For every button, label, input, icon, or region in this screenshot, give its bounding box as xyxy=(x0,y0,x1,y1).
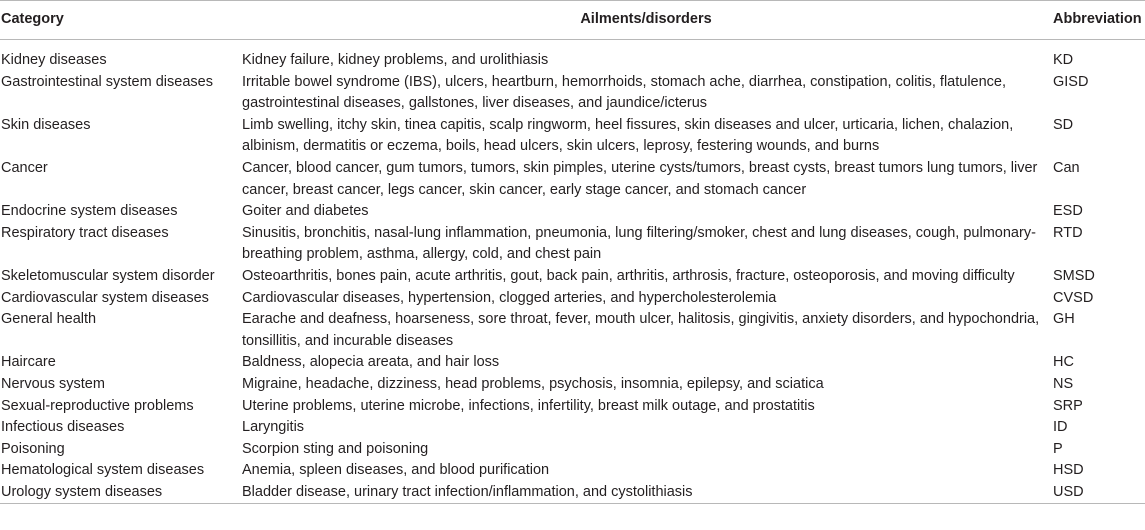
cell-category: Infectious diseases xyxy=(1,419,125,436)
cell-ailments: Uterine problems, uterine microbe, infections, infertility, breast milk outage, and prostatitis xyxy=(242,397,815,414)
header-category: Category xyxy=(1,11,64,28)
cell-ailments: Anemia, spleen diseases, and blood purification xyxy=(242,462,550,479)
cell-abbreviation: USD xyxy=(1050,482,1145,504)
table-row xyxy=(0,40,1145,72)
cell-category: Hematological system diseases xyxy=(1,462,205,479)
cell-ailments: Cardiovascular diseases, hypertension, clogged arteries, and hypercholesterolemia xyxy=(242,289,777,306)
cell-abbreviation: SD xyxy=(1053,116,1074,133)
cell-category: Haircare xyxy=(1,354,56,371)
cell-abbreviation: GISD xyxy=(1053,73,1089,90)
cell-category: Gastrointestinal system diseases xyxy=(1,73,213,90)
cell-abbreviation: SMSD xyxy=(1053,267,1095,284)
cell-category: General health xyxy=(1,311,97,328)
table-row xyxy=(0,288,1145,310)
cell-abbreviation: KD xyxy=(1053,52,1074,68)
table-row xyxy=(0,374,1145,396)
cell-abbreviation: RTD xyxy=(1053,224,1083,241)
table-header xyxy=(0,1,1145,40)
cell-ailments: Baldness, alopecia areata, and hair loss xyxy=(242,354,500,371)
cell-ailments: Migraine, headache, dizziness, head problems, psychosis, insomnia, epilepsy, and sciatica xyxy=(242,375,824,392)
cell-abbreviation: GH xyxy=(1053,311,1075,328)
table-row xyxy=(0,201,1145,223)
cell-category: Skeletomuscular system disorder xyxy=(1,267,215,284)
table-body xyxy=(0,40,1145,504)
cell-ailments: Sinusitis, bronchitis, nasal-lung inflammation, pneumonia, lung filtering/smoker, chest and lung diseases, cough, pulmonary-breathing problem, asthma, allergy, cold, and chest pain xyxy=(242,224,1036,263)
cell-abbreviation: ESD xyxy=(1053,203,1083,220)
cell-abbreviation: HC xyxy=(1053,354,1074,371)
cell-abbreviation: ID xyxy=(1053,419,1068,436)
cell-ailments: Goiter and diabetes xyxy=(242,203,369,220)
cell-category: Endocrine system diseases xyxy=(1,203,178,220)
cell-abbreviation: NS xyxy=(1053,375,1074,392)
cell-category: Skin diseases xyxy=(1,116,91,133)
cell-ailments: Osteoarthritis, bones pain, acute arthritis, gout, back pain, arthritis, arthrosis, fracture, osteoporosis, and moving difficulty xyxy=(242,267,1015,284)
table-row xyxy=(0,352,1145,374)
header-ailments: Ailments/disorders xyxy=(580,11,712,28)
table-row xyxy=(0,396,1145,418)
cell-ailments: Limb swelling, itchy skin, tinea capitis, scalp ringworm, heel fissures, skin diseases and ulcer, urticaria, lichen, chalazion, albinism, dermatitis or eczema, boils, head ulcers, skin ulcers, leprosy, festering wounds, and burns xyxy=(242,116,1014,155)
cell-category: Urology system diseases xyxy=(0,482,242,504)
cell-category: Poisoning xyxy=(1,440,65,457)
table-row xyxy=(0,309,1145,352)
table-row xyxy=(0,158,1145,201)
table-row xyxy=(0,266,1145,288)
table-row xyxy=(0,482,1145,504)
cell-ailments: Earache and deafness, hoarseness, sore throat, fever, mouth ulcer, halitosis, gingivitis, anxiety disorders, and hypochondria, tonsillitis, and incurable diseases xyxy=(242,311,1040,349)
cell-abbreviation: HSD xyxy=(1053,462,1084,479)
table-row xyxy=(0,115,1145,158)
cell-ailments: Cancer, blood cancer, gum tumors, tumors, skin pimples, uterine cysts/tumors, breast cysts, breast tumors lung tumors, liver cancer, breast cancer, legs cancer, skin cancer, early stage cancer, and stomach cancer xyxy=(242,159,1038,198)
cell-category: Kidney diseases xyxy=(1,52,107,68)
cell-category: Cancer xyxy=(1,159,48,176)
cell-ailments: Scorpion sting and poisoning xyxy=(242,440,429,457)
cell-ailments: Irritable bowel syndrome (IBS), ulcers, heartburn, hemorrhoids, stomach ache, diarrhea, constipation, colitis, flatulence, gastrointestinal diseases, gallstones, liver diseases, and jaundice/icterus xyxy=(242,73,1007,112)
cell-category: Respiratory tract diseases xyxy=(1,224,169,241)
cell-category: Cardiovascular system diseases xyxy=(1,289,209,306)
cell-ailments: Laryngitis xyxy=(242,419,305,436)
cell-abbreviation: Can xyxy=(1053,159,1080,176)
header-row xyxy=(0,1,1145,40)
cell-abbreviation: SRP xyxy=(1053,397,1083,414)
table-row xyxy=(0,223,1145,266)
cell-ailments: Kidney failure, kidney problems, and urolithiasis xyxy=(242,52,549,68)
cell-abbreviation: P xyxy=(1053,440,1063,457)
table-row xyxy=(0,439,1145,461)
table-row xyxy=(0,72,1145,115)
cell-category: Nervous system xyxy=(1,375,105,392)
cell-category: Sexual-reproductive problems xyxy=(1,397,194,414)
table-row xyxy=(0,417,1145,439)
cell-ailments: Bladder disease, urinary tract infection/inflammation, and cystolithiasis xyxy=(242,482,1050,504)
cell-abbreviation: CVSD xyxy=(1053,289,1094,306)
header-abbreviation: Abbreviation xyxy=(1053,11,1142,28)
table-row xyxy=(0,460,1145,482)
